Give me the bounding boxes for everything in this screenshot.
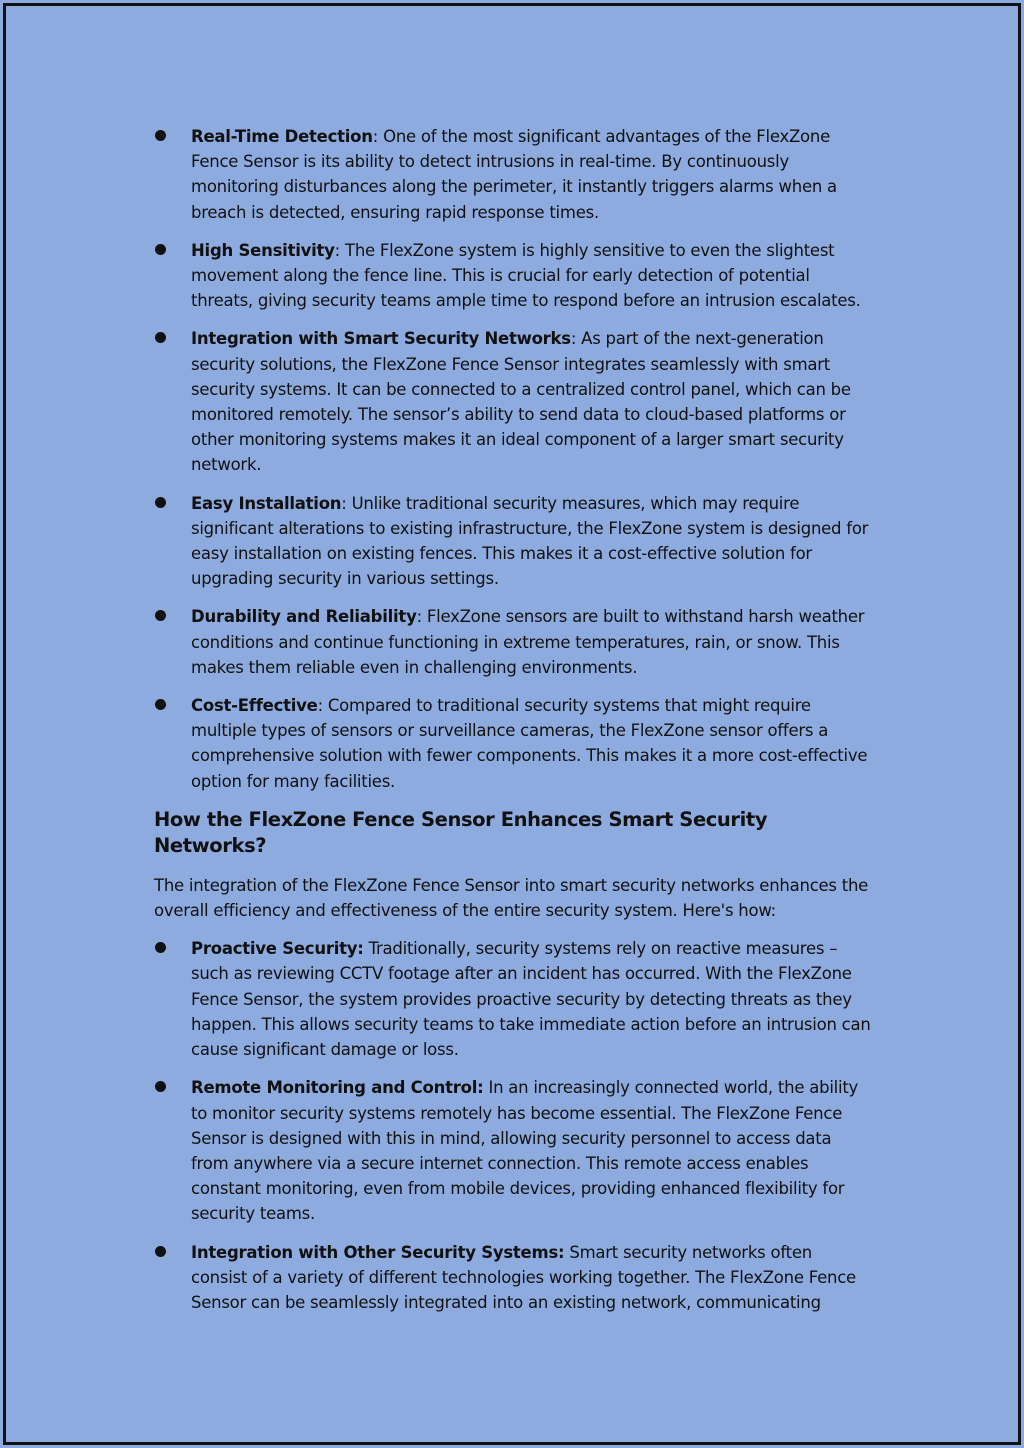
bullet-icon [155,497,166,508]
item-text: Traditionally, security systems rely on reactive measures – such as reviewing CCTV footage after an incident has occurred. With the FlexZone Fence Sensor, the system provides proactive security by detecting threats as they happen. This allows security teams to take immediate action before an intrusion can cause significant damage or loss. [191,939,871,1060]
list-item [154,1075,872,1226]
item-text: One of the most significant advantages of the FlexZone Fence Sensor is its ability to detect intrusions in real-time. By continuously monitoring disturbances along the perimeter, it instantly triggers alarms when a breach is detected, ensuring rapid response times. [191,127,837,222]
item-term: Remote Monitoring and Control: [191,1078,484,1098]
item-term: Easy Installation [191,493,342,513]
list-item [154,604,872,680]
item-term: Durability and Reliability [191,607,417,627]
list-item [154,124,872,225]
item-term: Integration with Smart Security Networks [191,329,571,349]
list-item [154,238,872,314]
list-item [154,936,872,1062]
bullet-icon [155,1081,166,1092]
item-text: Compared to traditional security systems that might require multiple types of sensors or surveillance cameras, the FlexZone sensor offers a comprehensive solution with fewer components. This makes it a more cost-effective option for many facilities. [191,696,868,791]
item-text: As part of the next-generation security solutions, the FlexZone Fence Sensor integrates seamlessly with smart security systems. It can be connected to a centralized control panel, which can be monitored remotely. The sensor’s ability to send data to cloud-based platforms or other monitoring systems makes it an ideal component of a larger smart security network. [191,329,851,475]
item-separator: : [372,127,384,146]
item-separator: : [317,696,328,716]
bullet-icon [155,1246,166,1257]
bullet-icon [155,130,166,141]
item-separator: : [570,329,582,349]
list-item [154,326,872,477]
benefit-list [154,936,872,1315]
item-separator: : [334,240,345,260]
item-text: The FlexZone system is highly sensitive to even the slightest movement along the fence line. This is crucial for early detection of potential threats, giving security teams ample time to respond before an intrusion escalates. [191,240,861,311]
bullet-icon [155,610,166,621]
item-separator: : [341,493,352,513]
item-text: In an increasingly connected world, the ability to monitor security systems remotely has become essential. The FlexZone Fence Sensor is designed with this in mind, allowing security personnel to access data from anywhere via a secure internet connection. This remote access enables constant monitoring, even from mobile devices, providing enhanced flexibility for security teams. [191,1078,859,1224]
item-separator: : [416,607,427,627]
section-heading: How the FlexZone Fence Sensor Enhances Smart Security Networks? [154,807,768,857]
list-item [154,693,872,794]
item-term: Integration with Other Security Systems: [191,1242,565,1262]
item-text: Smart security networks often consist of a variety of different technologies working together. The FlexZone Fence Sensor can be seamlessly integrated into an existing network, communicating [191,1242,856,1312]
item-term: Proactive Security: [191,939,364,959]
item-text: FlexZone sensors are built to withstand harsh weather conditions and continue functioning in extreme temperatures, rain, or snow. This makes them reliable even in challenging environments. [191,607,865,677]
item-term: Cost-Effective [191,696,318,716]
item-text: Unlike traditional security measures, which may require significant alterations to existing infrastructure, the FlexZone system is designed for easy installation on existing fences. This makes it a cost-effective solution for upgrading security in various settings. [191,493,869,589]
feature-list [154,124,872,794]
list-item [154,491,872,592]
section-intro: The integration of the FlexZone Fence Sensor into smart security networks enhances the overall efficiency and effectiveness of the entire security system. Here's how: [154,875,869,921]
list-item [154,1240,872,1316]
bullet-icon [155,942,166,953]
bullet-icon [155,699,166,710]
item-term: High Sensitivity [191,240,335,260]
document-content [154,124,872,1328]
bullet-icon [155,332,166,343]
item-term: Real-Time Detection [191,127,373,146]
bullet-icon [155,244,166,255]
